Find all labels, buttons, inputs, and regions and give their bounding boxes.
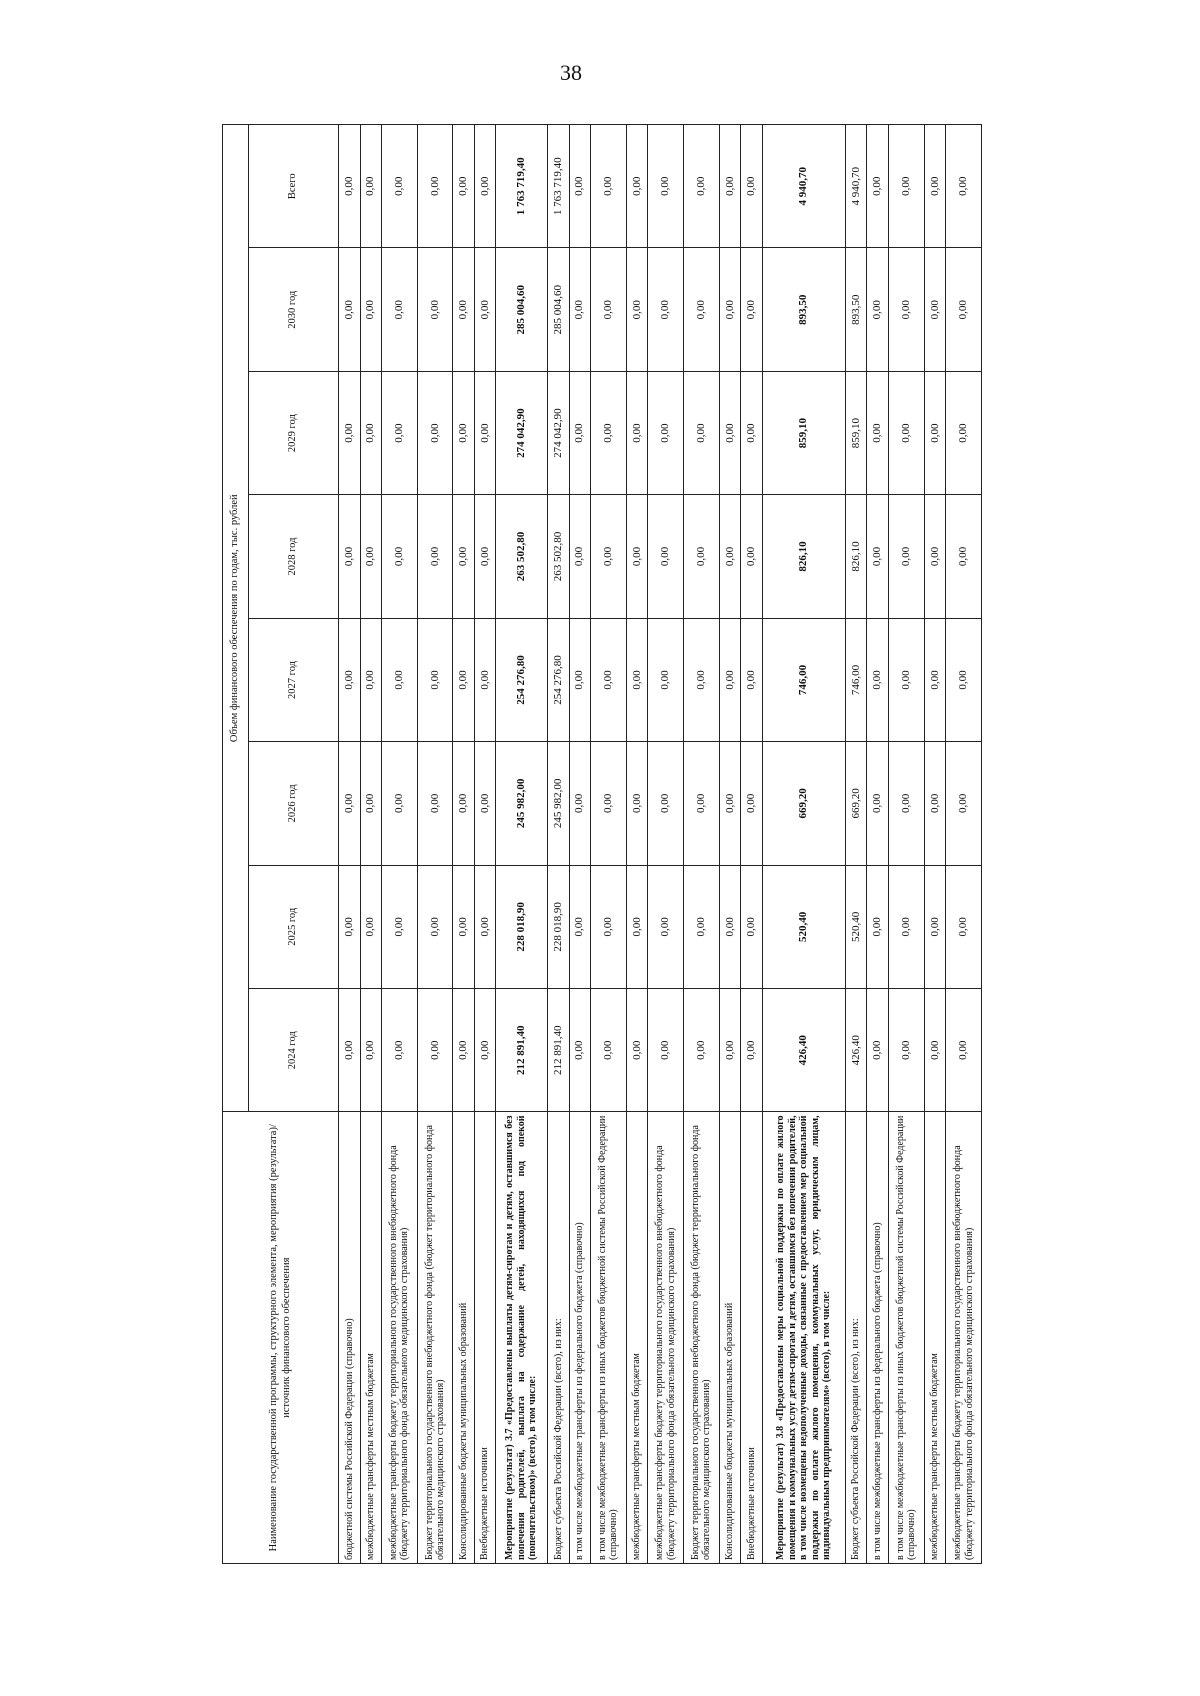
row-year-value: 0,00 [648,865,684,988]
row-year-value: 0,00 [591,248,627,371]
row-year-value: 0,00 [417,248,453,371]
row-year-value: 859,10 [762,371,845,494]
table-row [719,125,741,1564]
row-year-value: 0,00 [888,371,924,494]
row-year-value: 0,00 [946,618,982,741]
header-year: 2024 год [249,989,339,1112]
row-year-value: 0,00 [474,742,496,865]
row-name: Бюджет субъекта Российской Федерации (всего), из них: [548,1112,570,1564]
row-year-value: 285 004,60 [548,248,570,371]
row-year-value: 0,00 [741,248,763,371]
row-name: Бюджет территориального государственного внебюджетного фонда (бюджет территориального фонда обязательного медицинского страхования) [683,1112,719,1564]
row-year-value: 520,40 [762,865,845,988]
row-total-value: 4 940,70 [845,125,867,248]
row-year-value: 0,00 [360,742,382,865]
row-name: бюджетной системы Российской Федерации (справочно) [339,1112,361,1564]
header-year: 2025 год [249,865,339,988]
row-name: межбюджетные трансферты бюджету территориального государственного внебюджетного фонда (бюджету территориального фонда обязательного медицинского страхования) [648,1112,684,1564]
row-year-value: 0,00 [417,618,453,741]
row-name: межбюджетные трансферты местным бюджетам [360,1112,382,1564]
header-year: 2027 год [249,618,339,741]
row-year-value: 0,00 [339,248,361,371]
row-year-value: 0,00 [719,618,741,741]
row-total-value: 1 763 719,40 [548,125,570,248]
row-year-value: 0,00 [474,248,496,371]
row-year-value: 0,00 [626,371,648,494]
row-year-value: 0,00 [888,248,924,371]
financing-table [222,124,982,1564]
row-year-value: 826,10 [845,495,867,618]
row-year-value: 0,00 [924,371,946,494]
row-year-value: 520,40 [845,865,867,988]
table-row [591,125,627,1564]
row-total-value: 0,00 [453,125,475,248]
row-year-value: 0,00 [946,371,982,494]
row-year-value: 0,00 [867,742,889,865]
row-year-value: 0,00 [867,618,889,741]
row-year-value: 0,00 [648,371,684,494]
row-year-value: 0,00 [683,371,719,494]
row-year-value: 0,00 [888,989,924,1112]
row-year-value: 0,00 [626,495,648,618]
row-year-value: 0,00 [719,742,741,865]
row-year-value: 0,00 [626,618,648,741]
row-year-value: 0,00 [719,371,741,494]
row-year-value: 0,00 [867,371,889,494]
row-year-value: 0,00 [741,865,763,988]
page-number: 38 [560,60,582,85]
row-name: Мероприятие (результат) 3.7 «Предоставлены выплаты детям-сиротам и детям, оставшимся без попечения родителей, выплата на содержание детей, находящихся под опекой (попечительством)» (всего), в том числе: [496,1112,548,1564]
row-year-value: 254 276,80 [548,618,570,741]
row-year-value: 254 276,80 [496,618,548,741]
row-year-value: 0,00 [453,248,475,371]
row-year-value: 285 004,60 [496,248,548,371]
row-year-value: 0,00 [946,248,982,371]
row-year-value: 669,20 [845,742,867,865]
row-year-value: 0,00 [382,495,418,618]
table-row [382,125,418,1564]
row-year-value: 0,00 [591,742,627,865]
row-year-value: 746,00 [845,618,867,741]
row-year-value: 0,00 [360,618,382,741]
row-year-value: 0,00 [417,742,453,865]
row-year-value: 0,00 [867,495,889,618]
row-year-value: 0,00 [453,618,475,741]
row-year-value: 0,00 [417,989,453,1112]
header-year: 2030 год [249,248,339,371]
row-name: Бюджет территориального государственного внебюджетного фонда (бюджет территориального фонда обязательного медицинского страхования) [417,1112,453,1564]
row-year-value: 0,00 [924,495,946,618]
row-year-value: 0,00 [924,248,946,371]
table-body [339,125,982,1564]
row-name: в том числе межбюджетные трансферты из иных бюджетов бюджетной системы Российской Федерации (справочно) [888,1112,924,1564]
table-row [569,125,591,1564]
row-total-value: 0,00 [382,125,418,248]
row-year-value: 0,00 [474,989,496,1112]
rotated-table-container [222,124,982,1564]
row-year-value: 0,00 [648,248,684,371]
row-total-value: 0,00 [867,125,889,248]
row-year-value: 0,00 [888,865,924,988]
table-row [648,125,684,1564]
row-name: межбюджетные трансферты местным бюджетам [626,1112,648,1564]
table-row [548,125,570,1564]
row-year-value: 0,00 [417,865,453,988]
row-year-value: 0,00 [569,742,591,865]
row-name: в том числе межбюджетные трансферты из федерального бюджета (справочно) [569,1112,591,1564]
row-year-value: 0,00 [453,371,475,494]
row-year-value: 0,00 [683,865,719,988]
row-year-value: 0,00 [946,742,982,865]
row-year-value: 0,00 [591,371,627,494]
row-year-value: 0,00 [946,495,982,618]
table-row [360,125,382,1564]
row-year-value: 0,00 [648,989,684,1112]
row-year-value: 212 891,40 [548,989,570,1112]
row-year-value: 746,00 [762,618,845,741]
row-name: межбюджетные трансферты бюджету территориального государственного внебюджетного фонда (бюджету территориального фонда обязательного медицинского страхования) [382,1112,418,1564]
row-year-value: 0,00 [888,618,924,741]
row-year-value: 0,00 [648,742,684,865]
row-year-value: 0,00 [741,495,763,618]
row-year-value: 0,00 [867,989,889,1112]
row-name: Внебюджетные источники [474,1112,496,1564]
row-year-value: 0,00 [924,742,946,865]
table-row [845,125,867,1564]
row-year-value: 0,00 [719,248,741,371]
row-name: межбюджетные трансферты местным бюджетам [924,1112,946,1564]
table-row [339,125,361,1564]
row-year-value: 0,00 [741,989,763,1112]
row-year-value: 0,00 [360,495,382,618]
row-year-value: 0,00 [648,618,684,741]
row-year-value: 0,00 [683,742,719,865]
row-year-value: 859,10 [845,371,867,494]
row-year-value: 0,00 [591,865,627,988]
row-total-value: 1 763 719,40 [496,125,548,248]
row-year-value: 0,00 [360,248,382,371]
row-year-value: 0,00 [453,989,475,1112]
row-year-value: 0,00 [382,618,418,741]
row-year-value: 0,00 [867,248,889,371]
row-year-value: 0,00 [474,865,496,988]
row-year-value: 0,00 [626,248,648,371]
row-year-value: 0,00 [339,495,361,618]
row-year-value: 0,00 [474,618,496,741]
row-year-value: 274 042,90 [548,371,570,494]
row-year-value: 0,00 [569,865,591,988]
header-total: Всего [249,125,339,248]
table-row [453,125,475,1564]
row-total-value: 0,00 [569,125,591,248]
table-row [867,125,889,1564]
row-year-value: 0,00 [360,989,382,1112]
row-year-value: 0,00 [569,989,591,1112]
row-name: Внебюджетные источники [741,1112,763,1564]
table-row [417,125,453,1564]
header-group-title: Объем финансового обеспечения по годам, тыс. рублей [223,125,249,1112]
row-total-value: 0,00 [924,125,946,248]
row-year-value: 0,00 [924,618,946,741]
row-year-value: 0,00 [382,989,418,1112]
row-name: в том числе межбюджетные трансферты из федерального бюджета (справочно) [867,1112,889,1564]
row-year-value: 0,00 [719,989,741,1112]
table-row [496,125,548,1564]
row-year-value: 893,50 [845,248,867,371]
row-year-value: 0,00 [339,371,361,494]
row-year-value: 0,00 [382,371,418,494]
row-year-value: 0,00 [626,989,648,1112]
row-total-value: 0,00 [474,125,496,248]
row-year-value: 0,00 [591,495,627,618]
row-total-value: 0,00 [339,125,361,248]
row-year-value: 0,00 [683,989,719,1112]
row-year-value: 0,00 [382,248,418,371]
header-name-column: Наименование государственной программы, структурного элемента, мероприятия (результата)/источник финансового обеспечения [223,1112,339,1564]
row-total-value: 0,00 [719,125,741,248]
row-total-value: 0,00 [360,125,382,248]
row-year-value: 426,40 [762,989,845,1112]
table-row [924,125,946,1564]
row-year-value: 0,00 [453,865,475,988]
row-name: Мероприятие (результат) 3.8 «Предоставлены меры социальной поддержки по оплате жилого помещения и коммунальных услуг детям-сиротам и детям, оставшимся без попечения родителей, в том числе возмещены недополученные доходы, связанные с предоставлением мер социальной поддержки по оплате жилого помещения, коммунальных услуг, юридическим лицам, индивидуальным предпринимателям» (всего), в том числе: [762,1112,845,1564]
row-total-value: 0,00 [626,125,648,248]
row-year-value: 0,00 [339,865,361,988]
row-year-value: 0,00 [719,865,741,988]
row-year-value: 0,00 [683,618,719,741]
row-year-value: 0,00 [569,248,591,371]
row-total-value: 0,00 [417,125,453,248]
table-row [474,125,496,1564]
row-year-value: 0,00 [683,248,719,371]
row-year-value: 0,00 [946,865,982,988]
row-year-value: 669,20 [762,742,845,865]
row-year-value: 0,00 [569,495,591,618]
row-year-value: 0,00 [741,371,763,494]
row-year-value: 0,00 [888,495,924,618]
row-name: Консолидированные бюджеты муниципальных образований [453,1112,475,1564]
header-year: 2026 год [249,742,339,865]
row-year-value: 263 502,80 [548,495,570,618]
row-year-value: 0,00 [382,742,418,865]
table-row [626,125,648,1564]
row-total-value: 0,00 [648,125,684,248]
row-year-value: 228 018,90 [548,865,570,988]
table-row [946,125,982,1564]
row-year-value: 0,00 [339,742,361,865]
row-year-value: 0,00 [648,495,684,618]
row-name: Бюджет субъекта Российской Федерации (всего), из них: [845,1112,867,1564]
row-name: межбюджетные трансферты бюджету территориального государственного внебюджетного фонда (бюджету территориального фонда обязательного медицинского страхования) [946,1112,982,1564]
row-total-value: 0,00 [683,125,719,248]
row-year-value: 263 502,80 [496,495,548,618]
row-year-value: 0,00 [888,742,924,865]
table-row [888,125,924,1564]
row-year-value: 0,00 [924,865,946,988]
table-row [762,125,845,1564]
row-year-value: 0,00 [453,495,475,618]
row-year-value: 0,00 [360,371,382,494]
row-year-value: 274 042,90 [496,371,548,494]
row-year-value: 0,00 [719,495,741,618]
row-name: в том числе межбюджетные трансферты из иных бюджетов бюджетной системы Российской Федерации (справочно) [591,1112,627,1564]
row-total-value: 0,00 [591,125,627,248]
row-total-value: 0,00 [946,125,982,248]
row-total-value: 4 940,70 [762,125,845,248]
row-year-value: 0,00 [569,371,591,494]
row-year-value: 0,00 [417,371,453,494]
row-year-value: 0,00 [683,495,719,618]
row-year-value: 826,10 [762,495,845,618]
row-year-value: 0,00 [626,742,648,865]
row-year-value: 0,00 [474,495,496,618]
header-year: 2029 год [249,371,339,494]
row-year-value: 0,00 [339,618,361,741]
header-year: 2028 год [249,495,339,618]
row-year-value: 228 018,90 [496,865,548,988]
row-total-value: 0,00 [741,125,763,248]
row-year-value: 426,40 [845,989,867,1112]
row-year-value: 0,00 [339,989,361,1112]
row-year-value: 245 982,00 [548,742,570,865]
row-year-value: 0,00 [867,865,889,988]
row-year-value: 0,00 [382,865,418,988]
row-year-value: 0,00 [741,742,763,865]
row-year-value: 0,00 [924,989,946,1112]
row-year-value: 0,00 [741,618,763,741]
row-year-value: 893,50 [762,248,845,371]
row-year-value: 245 982,00 [496,742,548,865]
row-year-value: 0,00 [474,371,496,494]
row-year-value: 0,00 [453,742,475,865]
row-total-value: 0,00 [888,125,924,248]
row-name: Консолидированные бюджеты муниципальных образований [719,1112,741,1564]
table-row [741,125,763,1564]
row-year-value: 0,00 [946,989,982,1112]
row-year-value: 212 891,40 [496,989,548,1112]
row-year-value: 0,00 [360,865,382,988]
row-year-value: 0,00 [417,495,453,618]
table-row [683,125,719,1564]
row-year-value: 0,00 [591,989,627,1112]
row-year-value: 0,00 [569,618,591,741]
row-year-value: 0,00 [626,865,648,988]
row-year-value: 0,00 [591,618,627,741]
